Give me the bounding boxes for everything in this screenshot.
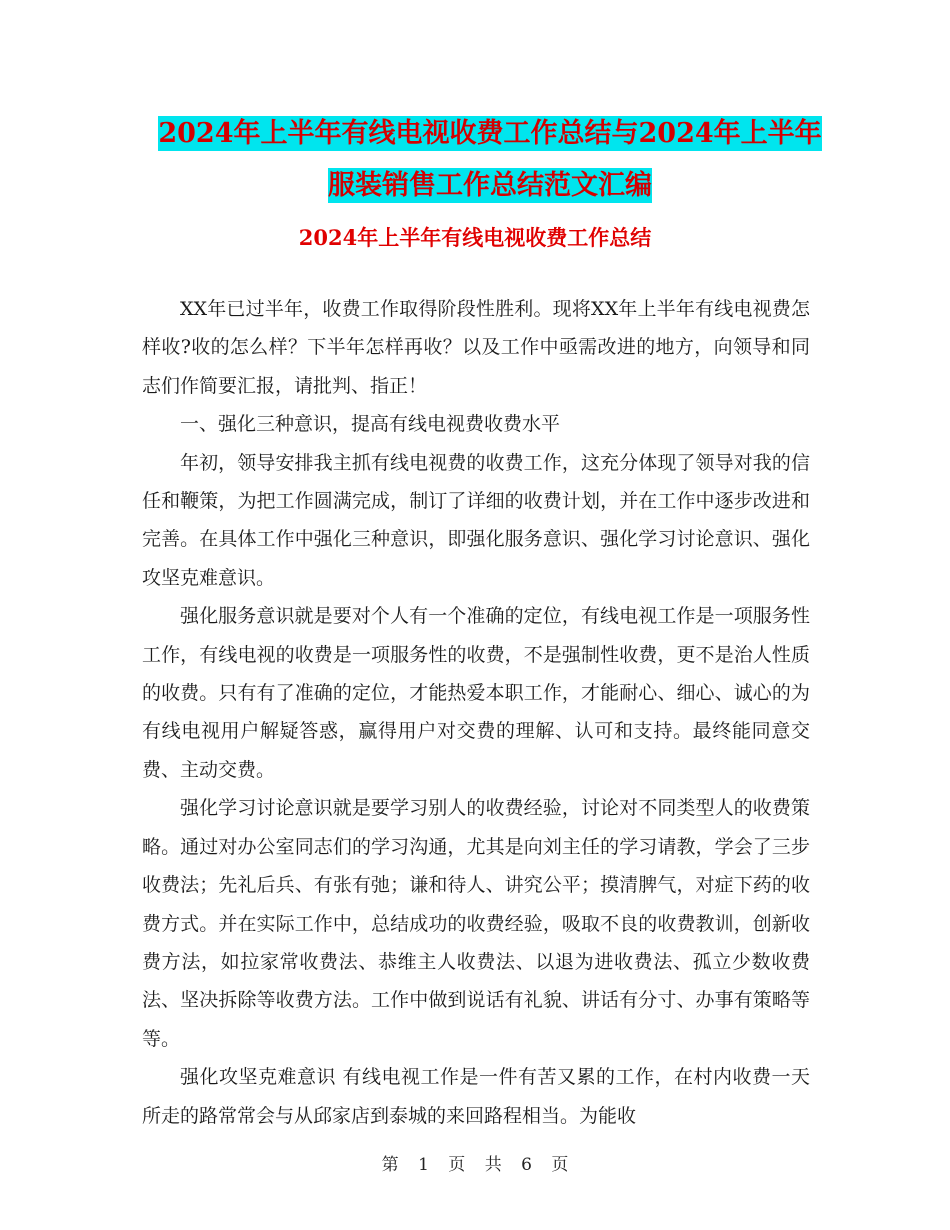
paragraph: 强化攻坚克难意识 有线电视工作是一件有苦又累的工作，在村内收费一天所走的路常常会与从邱家店到泰城的来回路程相当。为能收 (142, 1066, 810, 1127)
footer-total-word: 共 (484, 1155, 502, 1175)
paragraph: 年初，领导安排我主抓有线电视费的收费工作，这充分体现了领导对我的信任和鞭策，为把工作圆满完成，制订了详细的收费计划，并在工作中逐步改进和完善。在具体工作中强化三种意识，即强化服务意识、强化学习讨论意识、强化攻坚克难意识。 (142, 451, 810, 589)
footer-page-word: 页 (448, 1155, 466, 1175)
document-title-line1: 2024年上半年有线电视收费工作总结与2024年上半年 (158, 118, 822, 149)
section-title: 2024年上半年有线电视收费工作总结 (298, 225, 652, 250)
footer-total-pages: 6 (521, 1155, 532, 1175)
paragraph: 强化学习讨论意识就是要学习别人的收费经验，讨论对不同类型人的收费策略。通过对办公室同志们的学习沟通，尤其是向刘主任的学习请教，学会了三步收费法；先礼后兵、有张有弛；谦和待人、讲究公平；摸清脾气，对症下药的收费方式。并在实际工作中，总结成功的收费经验，吸取不良的收费教训，创新收费方法，如拉家常收费法、恭维主人收费法、以退为进收费法、孤立少数收费法、坚决拆除等收费方法。工作中做到说话有礼貌、讲话有分寸、办事有策略等等。 (142, 797, 810, 1050)
document-body (142, 290, 810, 1135)
footer-suffix: 页 (551, 1155, 569, 1175)
paragraph-heading: 一、强化三种意识，提高有线电视费收费水平 (180, 413, 561, 436)
footer-prefix: 第 (381, 1155, 399, 1175)
page-footer (0, 1150, 950, 1175)
document-title-line2: 服装销售工作总结范文汇编 (328, 170, 652, 201)
paragraph: XX年已过半年，收费工作取得阶段性胜利。现将XX年上半年有线电视费怎样收?收的怎么样？下半年怎样再收？以及工作中亟需改进的地方，向领导和同志们作简要汇报，请批判、指正！ (142, 298, 810, 397)
paragraph: 强化服务意识就是要对个人有一个准确的定位，有线电视工作是一项服务性工作，有线电视的收费是一项服务性的收费，不是强制性收费，更不是治人性质的收费。只有有了准确的定位，才能热爱本职工作，才能耐心、细心、诚心的为有线电视用户解疑答惑，赢得用户对交费的理解、认可和支持。最终能同意交费、主动交费。 (142, 605, 810, 781)
footer-current-page: 1 (418, 1155, 429, 1175)
document-title (140, 108, 840, 212)
